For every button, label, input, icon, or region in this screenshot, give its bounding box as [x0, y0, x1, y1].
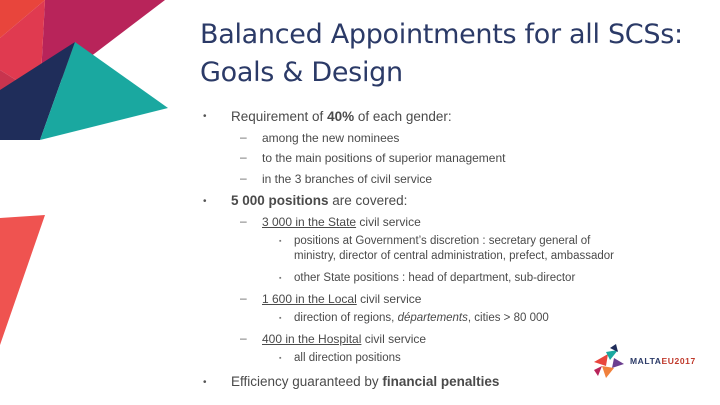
dash-marker: –	[240, 130, 247, 144]
text: Requirement of	[231, 109, 328, 124]
text: are covered:	[328, 193, 408, 208]
sub-item-main-positions: to the main positions of superior management	[262, 151, 506, 165]
sub-item-local	[262, 292, 421, 306]
triangle-coral	[0, 215, 45, 345]
slide-title	[200, 16, 700, 92]
dash-marker: –	[240, 150, 247, 164]
bullet-1-marker: •	[203, 111, 207, 122]
text: civil service	[356, 215, 421, 229]
text: of each gender:	[354, 109, 452, 124]
italic-text: départements	[397, 312, 468, 324]
sub-item-hospital	[262, 332, 426, 346]
state-item-government-discretion	[294, 235, 614, 262]
bullet-positions-covered	[231, 193, 407, 208]
title-line-2: Goals & Design	[200, 57, 403, 88]
hospital-item-direction: all direction positions	[294, 352, 401, 364]
text: civil service	[361, 332, 427, 346]
square-bullet: ▪	[279, 275, 282, 282]
text: direction of regions,	[294, 312, 398, 324]
sub-item-new-nominees: among the new nominees	[262, 131, 400, 145]
bullet-financial-penalties	[231, 374, 499, 389]
line: ministry, director of central administration, prefect, ambassador	[294, 250, 614, 262]
local-item-regions	[294, 312, 549, 324]
emphasis: financial penalties	[382, 374, 500, 389]
text: civil service	[356, 292, 422, 306]
logo-text-year: EU2017	[661, 356, 696, 366]
sub-item-three-branches: in the 3 branches of civil service	[262, 172, 433, 186]
line: positions at Government’s discretion : secretary general of	[294, 235, 591, 247]
dash-marker: –	[240, 331, 247, 345]
dash-marker: –	[240, 171, 247, 185]
bullet-2-marker: •	[203, 196, 207, 207]
underlined-text: 3 000 in the State	[262, 215, 357, 229]
logo-text	[630, 356, 696, 366]
text: , cities > 80 000	[467, 312, 549, 324]
dash-marker: –	[240, 214, 247, 228]
decorative-triangles	[0, 0, 200, 405]
underlined-text: 1 600 in the Local	[262, 292, 357, 306]
square-bullet: ▪	[279, 315, 282, 322]
emphasis: 40%	[327, 109, 355, 124]
state-item-other-positions: other State positions : head of department, sub-director	[294, 272, 576, 284]
bullet-gender-requirement	[231, 109, 452, 124]
logo-text-main: MALTA	[630, 356, 662, 366]
title-line-1: Balanced Appointments for all SCSs:	[200, 19, 683, 50]
text: Efficiency guaranteed by	[231, 374, 383, 389]
emphasis: 5 000 positions	[231, 193, 329, 208]
dash-marker: –	[240, 291, 247, 305]
underlined-text: 400 in the Hospital	[262, 332, 362, 346]
bullet-3-marker: •	[203, 377, 207, 388]
sub-item-state	[262, 215, 421, 229]
square-bullet: ▪	[279, 355, 282, 362]
square-bullet: ▪	[279, 238, 282, 245]
